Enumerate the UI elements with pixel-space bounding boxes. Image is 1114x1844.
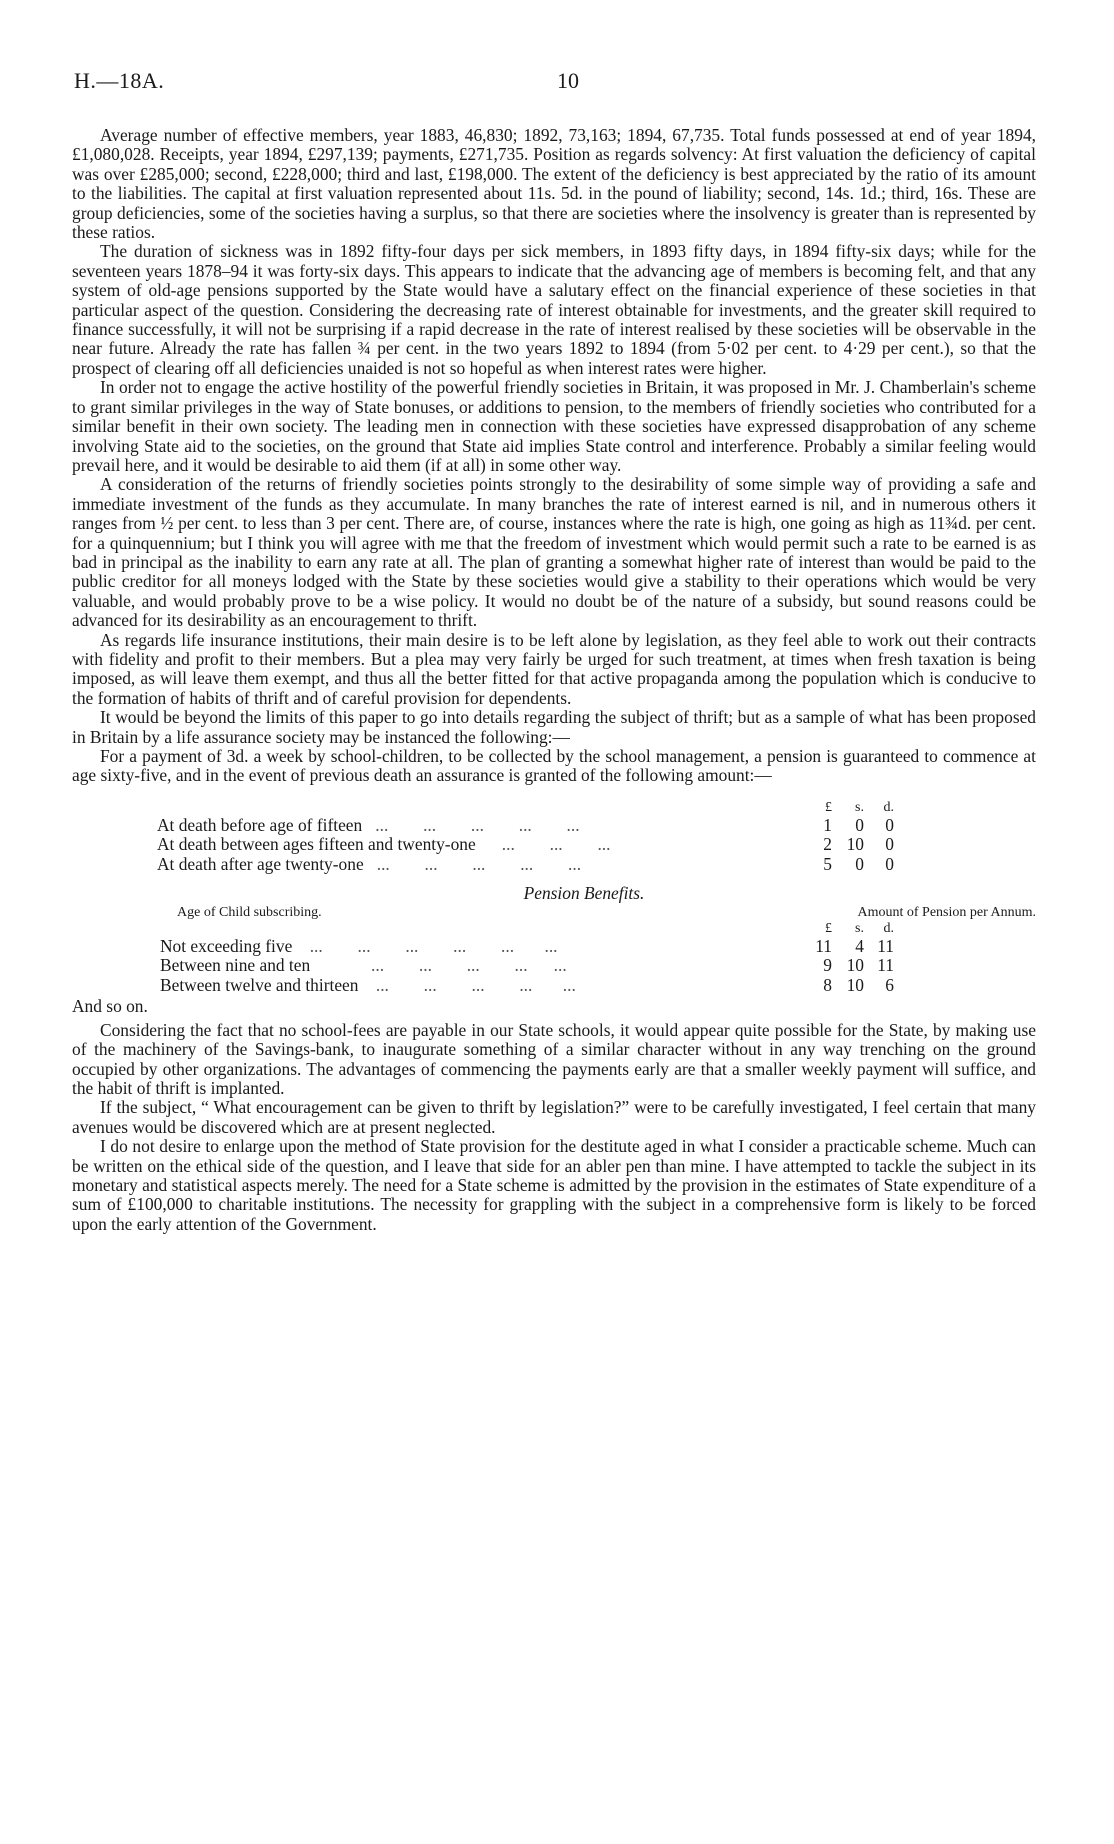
column-headers xyxy=(72,905,1036,921)
pence-value: 0 xyxy=(885,854,894,874)
paragraph: I do not desire to enlarge upon the method of State provision for the destitute aged in what I consider a practicable scheme. Much can be written on the ethical side of the question, and I leave that side for an abler pen than mine. I have attempted to tackle the subject in its monetary and statistical aspects merely. The need for a State scheme is admitted by the provision in the estimates of State expenditure of a sum of £100,000 to charitable institutions. The necessity for grappling with the subject in a comprehensive form is likely to be forced upon the early attention of the Government. xyxy=(72,1136,1036,1234)
paragraph: It would be beyond the limits of this paper to go into details regarding the subject of thrift; but as a sample of what has been proposed in Britain by a life assurance society may be instanced the following:— xyxy=(72,707,1036,747)
table-row: At death after age twenty-one ... ... ... ... ... 5 0 0 xyxy=(157,854,894,874)
page-header xyxy=(72,60,1036,100)
shillings-value: 4 xyxy=(855,935,864,956)
table-row: At death before age of fifteen ... ... ... ... ... 1 0 0 xyxy=(157,814,894,835)
shillings-value: 10 xyxy=(846,955,864,976)
shillings-value: 0 xyxy=(855,854,864,874)
row-label: At death before age of fifteen xyxy=(157,815,363,835)
table-row: Between twelve and thirteen ... ... ... ... ... 8 10 6 xyxy=(160,974,894,995)
table-row: At death between ages fifteen and twenty-one ... ... ... 2 10 0 xyxy=(157,834,894,855)
row-label: Between twelve and thirteen xyxy=(160,975,359,995)
paragraph: Average number of effective members, year 1883, 46,830; 1892, 73,163; 1894, 67,735. Total funds possessed at end of year 1894, £1,080,028. Receipts, year 1894, £297,139; payments, £271,735. Position as regards solvency: At first valuation the deficiency of capital was over £285,000; second, £228,000; third and last, £198,000. The extent of the deficiency is best appreciated by the ratio of its amount to the liabilities. The capital at first valuation represented about 11s. 5d. in the pound of liability; second, 14s. 1d.; third, 16s. These are group deficiencies, some of the societies having a surplus, so that there are societies where the insolvency is greater than is represented by these ratios. xyxy=(72,125,1036,243)
pence-value: 0 xyxy=(885,834,894,855)
page-number: 10 xyxy=(557,68,579,93)
death-benefit-table xyxy=(72,800,1036,875)
pence-value: 6 xyxy=(885,974,894,995)
paragraph: In order not to engage the active hostility of the powerful friendly societies in Britain, it was proposed in Mr. J. Chamberlain's scheme to grant similar privileges in the way of State bonuses, or additions to pension, to the members of friendly societies who contributed for a similar benefit in their own society. The leading men in connection with these societies have expressed disapprobation of any scheme involving State aid to the societies, on the ground that State aid implies State control and interference. Probably a similar feeling would prevail here, and it would be desirable to aid them (if at all) in some other way. xyxy=(72,377,1036,475)
document-page xyxy=(72,60,1036,1234)
row-label: At death between ages fifteen and twenty-one xyxy=(157,835,476,855)
column-header-age: Age of Child subscribing. xyxy=(177,904,322,920)
row-label: Not exceeding five xyxy=(160,936,293,956)
paragraph: For a payment of 3d. a week by school-children, to be collected by the school management, a pension is guaranteed to commence at age sixty-five, and in the event of previous death an assurance is granted of the following amount:— xyxy=(72,746,1036,786)
row-label: At death after age twenty-one xyxy=(157,855,364,874)
unit-pounds: £ xyxy=(825,799,832,815)
unit-pence: d. xyxy=(883,920,894,936)
column-header-amount: Amount of Pension per Annum. xyxy=(857,904,1036,920)
pounds-value: 5 xyxy=(823,854,832,874)
pence-value: 11 xyxy=(877,935,894,956)
unit-pounds: £ xyxy=(825,920,832,936)
paragraph: The duration of sickness was in 1892 fifty-four days per sick members, in 1893 fifty days, in 1894 fifty-six days; while for the seventeen years 1878–94 it was forty-six days. This appears to indicate that the advancing age of members is becoming felt, and that any system of old-age pensions supported by the State would have a salutary effect on the financial experience of these societies in that particular aspect of the question. Considering the decreasing rate of interest obtainable for investments, and the greater skill required to finance successfully, it will not be surprising if a rapid decrease in the rate of interest realised by these societies will be observable in the near future. Already the rate has fallen ¾ per cent. in the two years 1892 to 1894 (from 5·02 per cent. to 4·29 per cent.), so that the prospect of clearing off all deficiencies unaided is not so hopeful as when interest rates were higher. xyxy=(72,241,1036,378)
units-row xyxy=(72,921,1036,937)
paragraph: As regards life insurance institutions, their main desire is to be left alone by legislation, as they feel able to work out their contracts with fidelity and profit to their members. But a plea may very fairly be urged for such treatment, at times when fresh taxation is being imposed, as will leave them exempt, and thus all the better fitted for that active propaganda among the population which is conducive to the formation of habits of thrift and of careful provision for dependents. xyxy=(72,629,1036,708)
table-row: Not exceeding five ... ... ... ... ... ... 11 4 11 xyxy=(160,935,894,956)
unit-shillings: s. xyxy=(855,799,864,815)
paragraph: Considering the fact that no school-fees are payable in our State schools, it would appear quite possible for the State, by making use of the machinery of the Savings-bank, to inaugurate something of a similar character without in any way trenching on the ground occupied by other organizations. The advantages of commencing the payments early are that a smaller weekly payment will suffice, and the habit of thrift is implanted. xyxy=(72,1019,1036,1098)
pence-value: 0 xyxy=(885,814,894,835)
paragraph: If the subject, “ What encouragement can be given to thrift by legislation?” were to be carefully investigated, I feel certain that many avenues would be discovered which are at present neglected. xyxy=(72,1097,1036,1137)
pounds-value: 11 xyxy=(815,935,832,956)
shillings-value: 0 xyxy=(855,814,864,835)
document-reference: H.—18A. xyxy=(74,68,165,93)
shillings-value: 10 xyxy=(846,834,864,855)
shillings-value: 10 xyxy=(846,974,864,995)
document-body xyxy=(72,126,1036,1234)
units-row xyxy=(72,800,1036,816)
unit-shillings: s. xyxy=(855,920,864,936)
pounds-value: 1 xyxy=(823,814,832,835)
pence-value: 11 xyxy=(877,955,894,976)
table-row: Between nine and ten ... ... ... ... ... 9 10 11 xyxy=(160,955,894,976)
pounds-value: 8 xyxy=(823,974,832,995)
and-so-on-line: And so on. xyxy=(72,996,148,1017)
row-label: Between nine and ten xyxy=(160,956,311,976)
pounds-value: 2 xyxy=(823,834,832,855)
pension-benefits-heading: Pension Benefits. xyxy=(523,882,645,903)
pounds-value: 9 xyxy=(823,955,832,976)
paragraph: A consideration of the returns of friendly societies points strongly to the desirability of some simple way of providing a safe and immediate investment of the funds as they accumulate. In many branches the rate of interest earned is nil, and in numerous others it ranges from ½ per cent. to less than 3 per cent. There are, of course, instances where the rate is high, one going as high as 11¾d. per cent. for a quinquennium; but I think you will agree with me that the freedom of investment which would permit such a rate to be earned is as bad in principal as the inability to earn any rate at all. The plan of granting a somewhat higher rate of interest than would be paid to the public creditor for all moneys lodged with the State by these societies would give a stability to their operations which would be very valuable, and would probably prove to be a wise policy. It would no doubt be of the nature of a subsidy, but sound reasons could be advanced for its desirability as an encouragement to thrift. xyxy=(72,474,1036,631)
unit-pence: d. xyxy=(883,799,894,815)
pension-benefit-table xyxy=(72,905,1036,996)
